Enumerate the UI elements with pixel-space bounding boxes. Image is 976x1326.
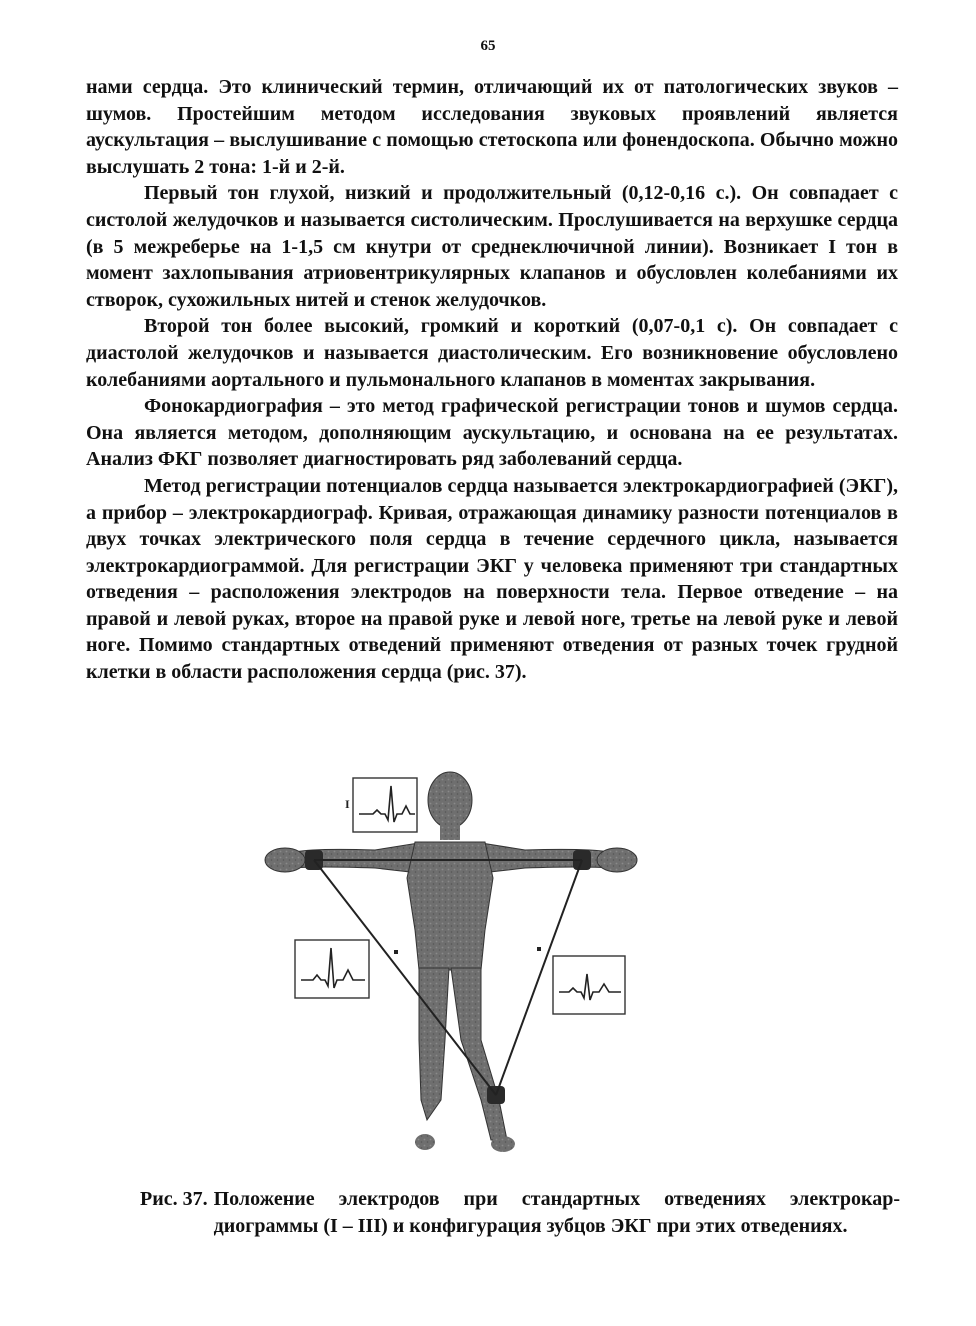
paragraph-2: Первый тон глухой, низкий и продолжительный (0,12-0,16 с.). Он совпадает с систолой желудочков и называется систолическим. Прослушивается на верхушке сердца (в 5 межреберье на 1-1,5 см кнутри от среднеключичной линии). Возникает I тон в момент захлопывания атриовентрикулярных клапанов и обусловлен колебаниями их створок, сухожильных нитей и стенок желудочков. (86, 182, 898, 311)
paragraph-5: Метод регистрации потенциалов сердца называется электрокардиографией (ЭКГ), а прибор – электрокардиограф. Кривая, отражающая динамику разности потенциалов в двух точках электрического поля сердца в течение сердечного цикла, называется электрокардиограммой. Для регистрации ЭКГ у человека применяют три стандартных отведения – расположения электродов на поверхности тела. Первое отведение – на правой и левой руках, второе на правой руке и левой ноге, третье на левой руке и левой ноге. Помимо стандартных отведений применяют отведения от разных точек грудной клетки в области расположения сердца (рис. 37). (86, 474, 898, 684)
ecg-box-lead-iii (553, 956, 625, 1014)
caption-label: Рис. 37. (140, 1188, 208, 1210)
body-text (86, 74, 898, 686)
figure-ecg-leads (255, 760, 655, 1160)
ecg-box-lead-ii (295, 940, 369, 998)
lead-iii-marker (537, 947, 541, 951)
figure-caption (140, 1186, 900, 1240)
paragraph-1: нами сердца. Это клинический термин, отличающий их от патологических звуков – шумов. Простейшим методом исследования звуковых проявлений является аускультация – выслушивание с помощью стетоскопа или фонендоскопа. Обычно можно выслушать 2 тона: 1-й и 2-й. (86, 76, 898, 178)
paragraph-4: Фонокардиография – это метод графической регистрации тонов и шумов сердца. Она является методом, дополняющим аускультацию, и основана на ее результатах. Анализ ФКГ позволяет диагностировать ряд заболеваний сердца. (86, 395, 898, 471)
ecg-box-lead-i (345, 778, 417, 832)
lead-ii-marker (394, 950, 398, 954)
caption-text: Положение электродов при стандартных отведениях электрокардиограммы (I – III) и конфигурация зубцов ЭКГ при этих отведениях. (213, 1188, 900, 1237)
ecg-leads-illustration (255, 760, 655, 1160)
page-number: 65 (480, 38, 496, 54)
paragraph-3: Второй тон более высокий, громкий и короткий (0,07-0,1 с). Он совпадает с диастолой желудочков и называется диастолическим. Его возникновение обусловлено колебаниями аортального и пульмонального клапанов в моментах закрывания. (86, 315, 898, 391)
lead-marker-label: I (345, 797, 350, 811)
